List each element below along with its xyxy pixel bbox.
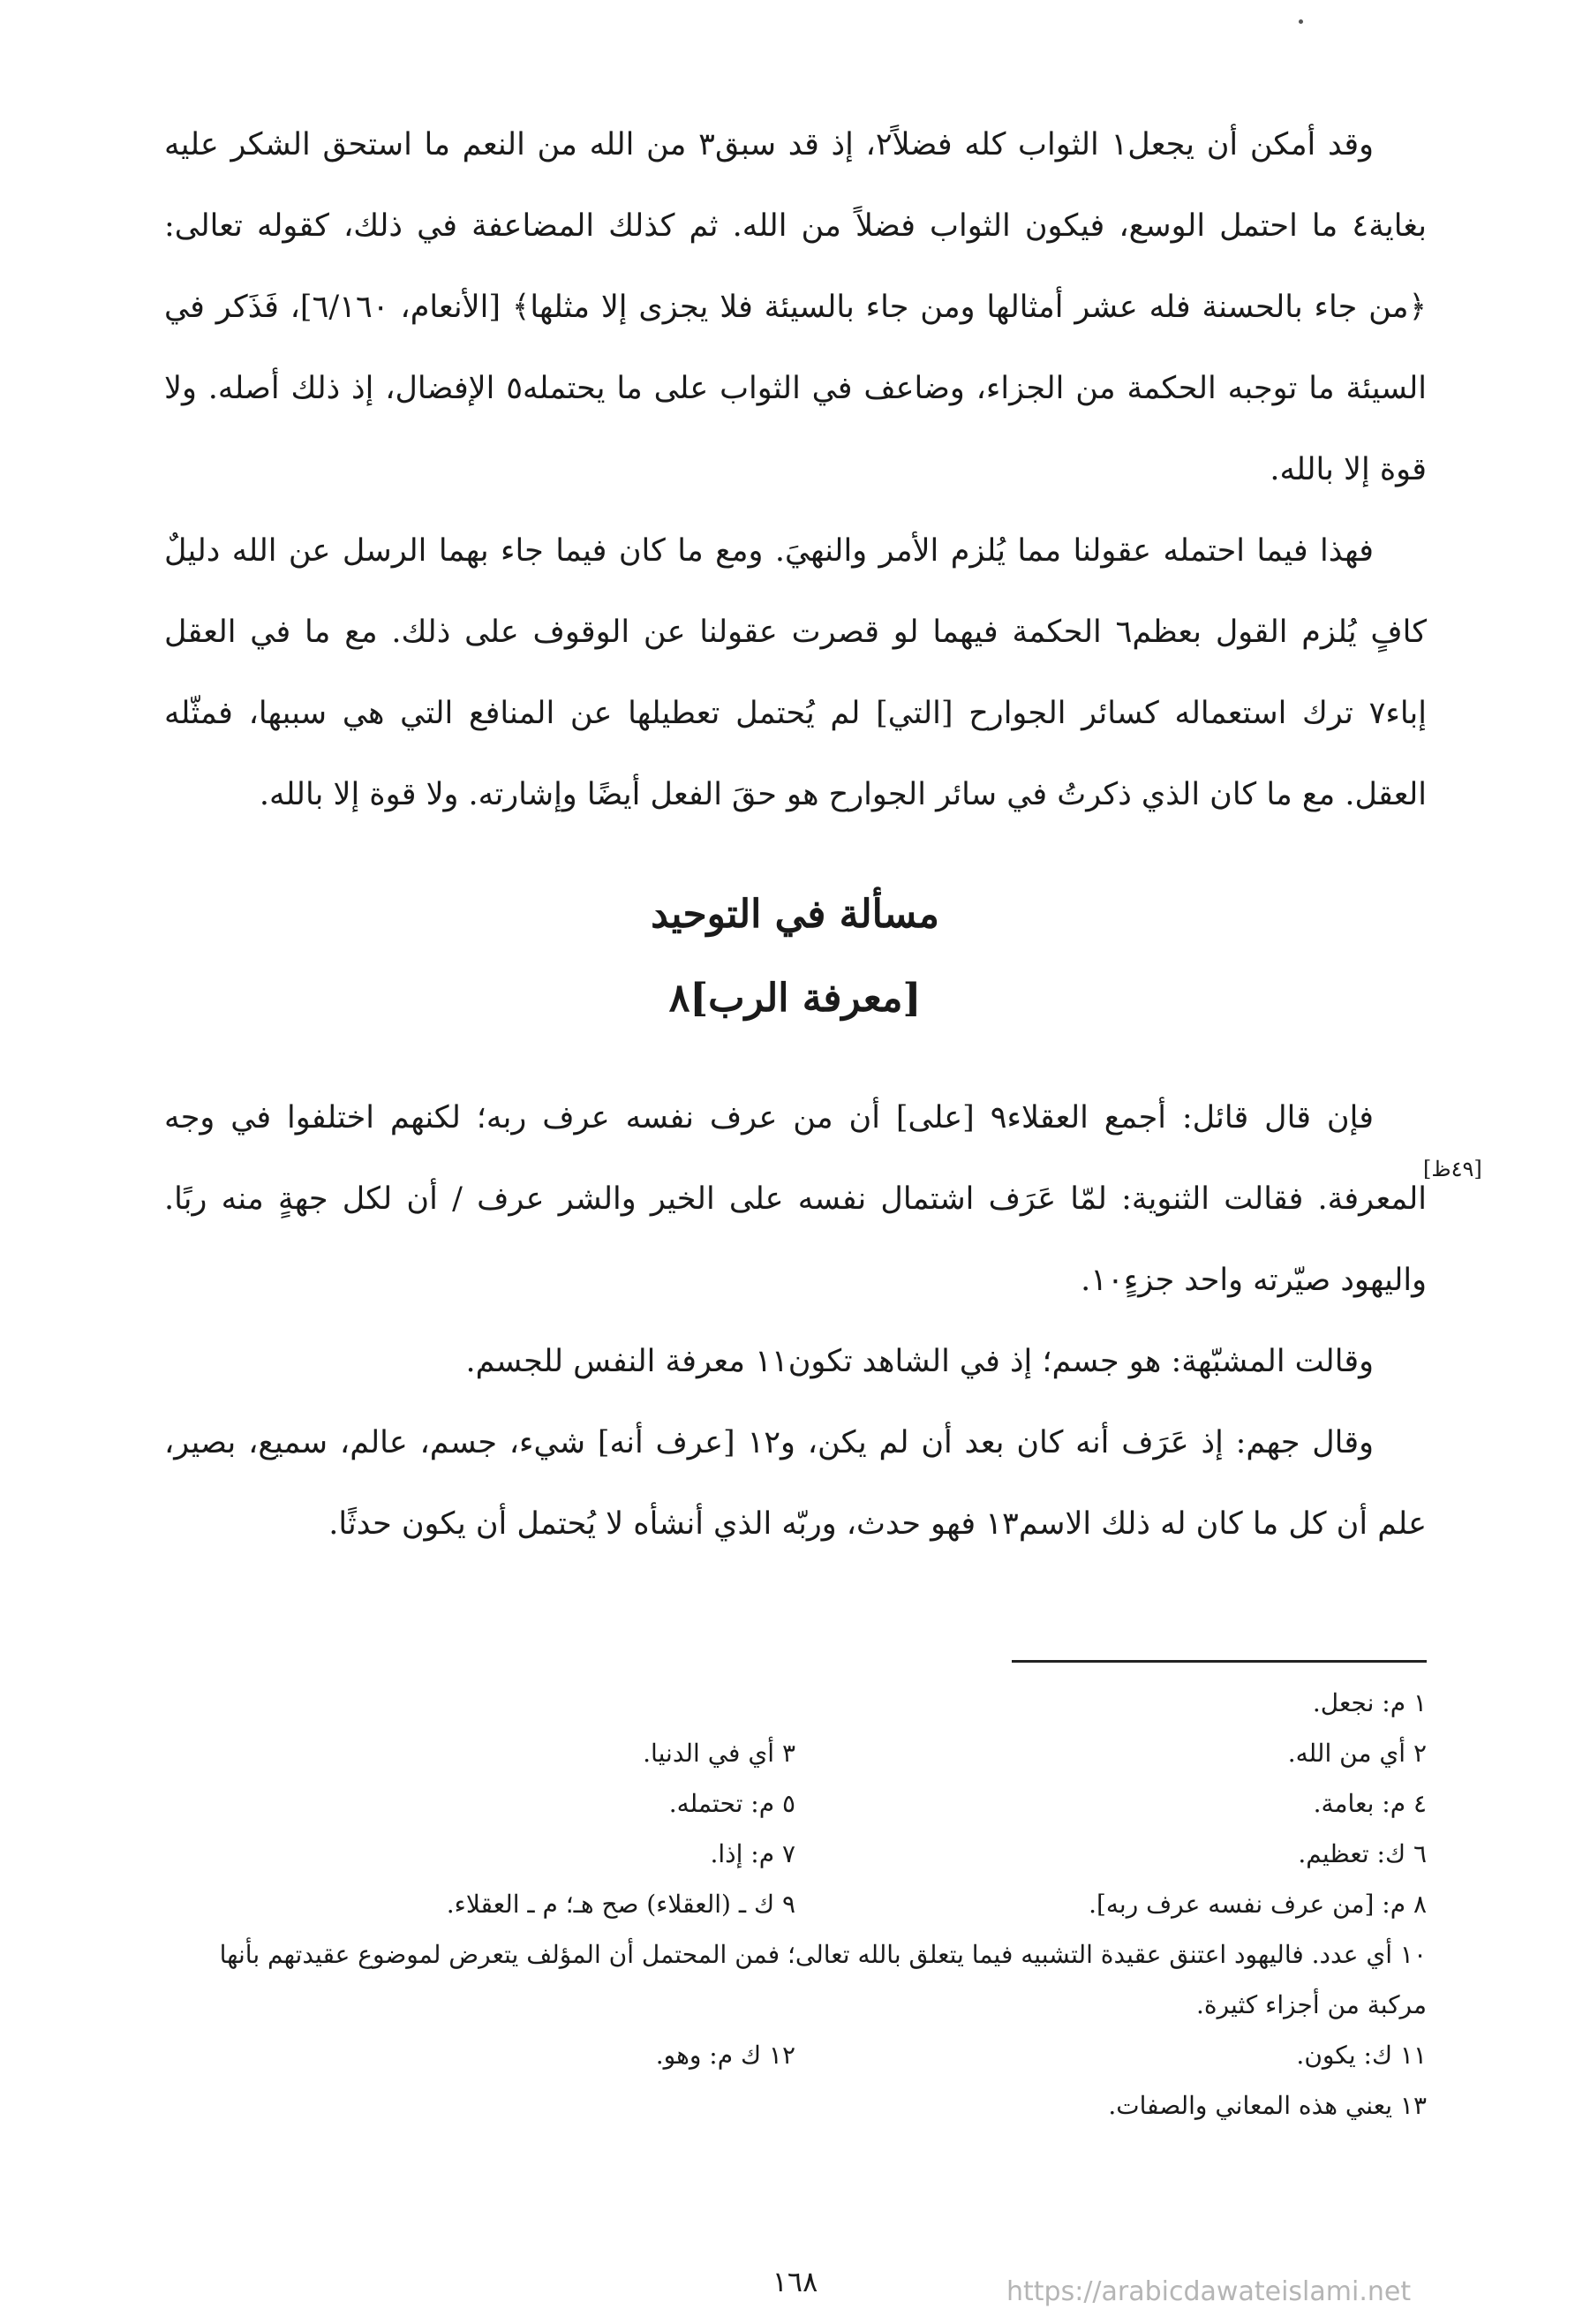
paragraph-2: فهذا فيما احتمله عقولنا مما يُلزم الأمر والنهيَ. ومع ما كان فيما جاء بهما الرسل عن الله دليلٌ كافٍ يُلزم القول بعظم٦ الحكمة فيهما لو قصرت عقولنا عن الوقوف على ذلك. مع ما في العقل إباء٧ ترك استعماله كسائر الجوارح [التي] لم يُحتمل تعطيلها عن المنافع التي هي سببها، فمثّله العقل. مع ما كان الذي ذكرتُ في سائر الجوارح هو حقَ الفعل أيضًا وإشارته. ولا قوة إلا بالله. xyxy=(164,533,1427,812)
section-paragraph-1: فإن قال قائل: أجمع العقلاء٩ [على] أن من عرف نفسه عرف ربه؛ لكنهم اختلفوا في وجه المعرفة. فقالت الثنوية: لمّا عَرَف اشتمال نفسه على الخير والشر عرف / أن لكل جهةٍ منه ربًا. واليهود صيّرته واحد جزءٍ١٠. xyxy=(164,1100,1427,1298)
main-text xyxy=(164,104,1427,835)
footnote: ١١ ك: يكون. xyxy=(1296,2041,1427,2070)
footnote: ٥ م: تحتمله. xyxy=(668,1789,795,1818)
footnote: ١٢ ك م: وهو. xyxy=(655,2041,795,2070)
footnote: ١٠ أي عدد. فاليهود اعتنق عقيدة التشبيه فيما يتعلق بالله تعالى؛ فمن المحتمل أن المؤلف يتعرض لموضوع عقيدتهم بأنها مركبة من أجزاء كثيرة. xyxy=(219,1940,1427,2019)
section-title: مسألة في التوحيد xyxy=(651,892,939,937)
section-subtitle: [معرفة الرب]٨ xyxy=(668,976,922,1021)
footnote xyxy=(164,1678,795,1728)
footnote: ٨ م: [من عرف نفسه عرف ربه]. xyxy=(1089,1890,1427,1919)
footnote: ١ م: نجعل. xyxy=(1312,1688,1427,1717)
footnote-row xyxy=(164,1678,1427,1728)
watermark-url: https://arabicdawateislami.net xyxy=(1006,2276,1412,2307)
footnote: ١٣ يعني هذه المعاني والصفات. xyxy=(1108,2091,1427,2120)
footnote: ٧ م: إذا. xyxy=(710,1839,795,1868)
paragraph-1: وقد أمكن أن يجعل١ الثواب كله فضلاً٢، إذ قد سبق٣ من الله من النعم ما استحق الشكر عليه بغاية٤ ما احتمل الوسع، فيكون الثواب فضلاً من الله. ثم كذلك المضاعفة في ذلك، كقوله تعالى: ﴿من جاء بالحسنة فله عشر أمثالها ومن جاء بالسيئة فلا يجزى إلا مثلها﴾ [الأنعام، ٦/١٦٠]، فَذَكر في السيئة ما توجبه الحكمة من الجزاء، وضاعف في الثواب على ما يحتمله٥ الإفضال، إذ ذلك أصله. ولا قوة إلا بالله. xyxy=(164,127,1427,487)
footnote-row xyxy=(164,1778,1427,1829)
footnote-row xyxy=(164,2030,1427,2080)
scan-speck xyxy=(1299,19,1303,24)
section-paragraph-3: وقال جهم: إذ عَرَف أنه كان بعد أن لم يكن، و١٢ [عرف أنه] شيء، جسم، عالم، سميع، بصير، علم أن كل ما كان له ذلك الاسم١٣ فهو حدث، وربّه الذي أنشأه لا يُحتمل أن يكون حدثًا. xyxy=(164,1425,1427,1542)
section-text xyxy=(164,1077,1427,1565)
footnote: ٩ ك ـ (العقلاء) صح هـ؛ م ـ العقلاء. xyxy=(446,1890,795,1919)
footnote: ٢ أي من الله. xyxy=(1287,1739,1427,1768)
manuscript-folio-marker: [٤٩ظ] xyxy=(1423,1157,1482,1181)
footnote-row xyxy=(164,1879,1427,1929)
footnote: ٤ م: بعامة. xyxy=(1313,1789,1427,1818)
footnote-divider xyxy=(1012,1660,1427,1663)
section-paragraph-2: وقالت المشبّهة: هو جسم؛ إذ في الشاهد تكون١١ معرفة النفس للجسم. xyxy=(465,1344,1374,1379)
footnotes xyxy=(164,1678,1427,2131)
footnote-row xyxy=(164,1829,1427,1879)
page-number: ١٦٨ xyxy=(772,2265,818,2298)
footnote: ٦ ك: تعظيم. xyxy=(1298,1839,1427,1868)
footnote: ٣ أي في الدنيا. xyxy=(643,1739,795,1768)
footnote-row xyxy=(164,1728,1427,1778)
